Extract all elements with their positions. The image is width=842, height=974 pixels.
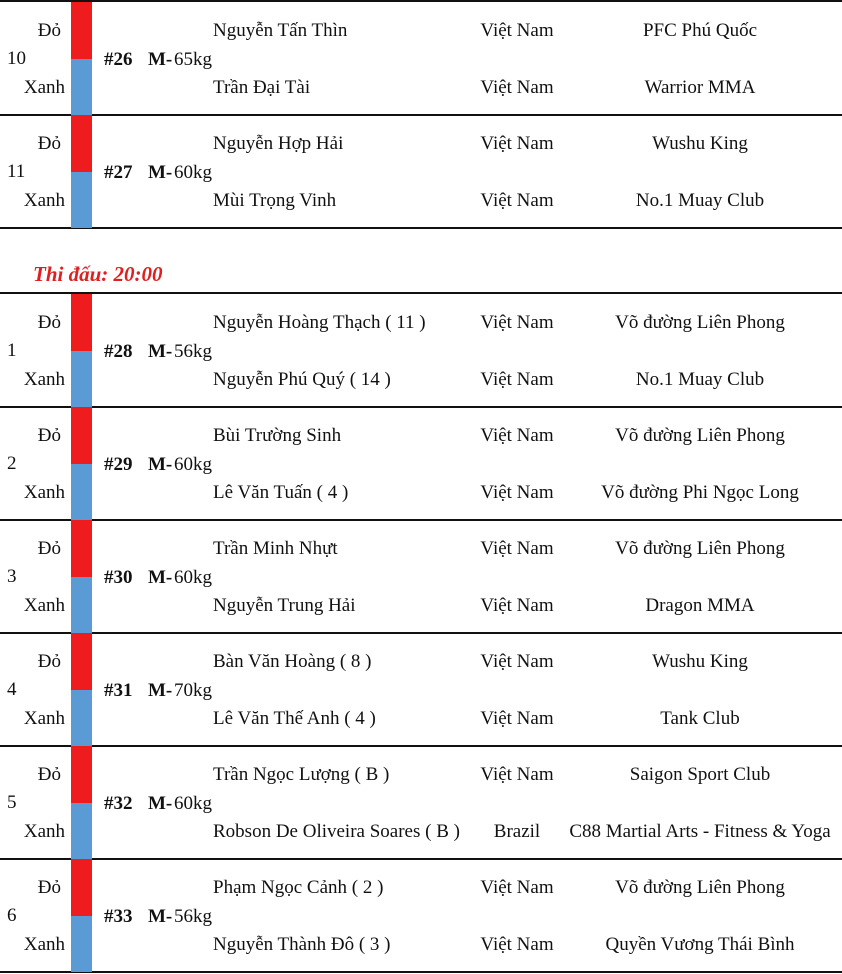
match-row xyxy=(0,115,842,228)
weight-class: 60kg xyxy=(174,793,212,814)
blue-fighter-nation: Việt Nam xyxy=(480,190,554,211)
blue-fighter-club: Tank Club xyxy=(660,708,740,729)
red-fighter-club: Võ đường Liên Phong xyxy=(615,877,785,898)
bout-number: #27 xyxy=(104,162,133,183)
blue-corner-bar xyxy=(71,803,92,859)
gender-division: M- xyxy=(148,793,173,814)
match-row xyxy=(0,746,842,859)
red-fighter-name: Nguyễn Hợp Hải xyxy=(213,133,344,154)
weight-class: 65kg xyxy=(174,49,212,70)
weight-class: 60kg xyxy=(174,454,212,475)
match-row xyxy=(0,859,842,972)
blue-corner-bar xyxy=(71,916,92,972)
red-fighter-club: Võ đường Liên Phong xyxy=(615,425,785,446)
match-order: 6 xyxy=(7,905,17,926)
red-fighter-nation: Việt Nam xyxy=(480,312,554,333)
red-fighter-nation: Việt Nam xyxy=(480,425,554,446)
red-corner-label: Đỏ xyxy=(37,764,61,785)
red-fighter-club: Võ đường Liên Phong xyxy=(615,538,785,559)
red-fighter-nation: Việt Nam xyxy=(480,538,554,559)
blue-fighter-nation: Việt Nam xyxy=(480,369,554,390)
gender-division: M- xyxy=(148,341,173,362)
red-fighter-name: Nguyễn Tấn Thìn xyxy=(213,20,348,41)
blue-corner-bar xyxy=(71,351,92,407)
match-row xyxy=(0,407,842,520)
blue-corner-bar xyxy=(71,690,92,746)
blue-corner-label: Xanh xyxy=(23,708,65,729)
red-fighter-club: Wushu King xyxy=(652,133,748,154)
blue-fighter-nation: Việt Nam xyxy=(480,934,554,955)
blue-fighter-name: Nguyễn Thành Đô ( 3 ) xyxy=(213,934,391,955)
blue-corner-bar xyxy=(71,59,92,115)
match-row xyxy=(0,294,842,407)
red-corner-bar xyxy=(71,859,92,916)
blue-fighter-nation: Việt Nam xyxy=(480,708,554,729)
match-order: 4 xyxy=(7,679,17,700)
red-fighter-nation: Việt Nam xyxy=(480,133,554,154)
red-corner-label: Đỏ xyxy=(37,20,61,41)
red-fighter-name: Nguyễn Hoàng Thạch ( 11 ) xyxy=(213,312,426,333)
bout-number: #33 xyxy=(104,906,133,927)
gender-division: M- xyxy=(148,680,173,701)
red-fighter-nation: Việt Nam xyxy=(480,877,554,898)
red-fighter-name: Bàn Văn Hoàng ( 8 ) xyxy=(213,651,372,672)
gender-division: M- xyxy=(148,567,173,588)
red-corner-label: Đỏ xyxy=(37,133,61,154)
match-order: 2 xyxy=(7,453,17,474)
weight-class: 56kg xyxy=(174,341,212,362)
blue-corner-label: Xanh xyxy=(23,934,65,955)
match-row xyxy=(0,633,842,746)
blue-fighter-club: Võ đường Phi Ngọc Long xyxy=(601,482,799,503)
blue-fighter-name: Nguyễn Phú Quý ( 14 ) xyxy=(213,369,391,390)
blue-fighter-nation: Việt Nam xyxy=(480,595,554,616)
bout-number: #29 xyxy=(104,454,133,475)
red-fighter-nation: Việt Nam xyxy=(480,20,554,41)
blue-fighter-name: Nguyễn Trung Hải xyxy=(213,595,356,616)
blue-fighter-nation: Việt Nam xyxy=(480,77,554,98)
weight-class: 56kg xyxy=(174,906,212,927)
bout-number: #32 xyxy=(104,793,133,814)
blue-fighter-name: Trần Đại Tài xyxy=(213,77,311,98)
gender-division: M- xyxy=(148,49,173,70)
blue-fighter-club: No.1 Muay Club xyxy=(635,369,765,390)
weight-class: 70kg xyxy=(174,680,212,701)
red-fighter-name: Trần Ngọc Lượng ( B ) xyxy=(213,764,390,785)
blue-fighter-club: C88 Martial Arts - Fitness & Yoga xyxy=(569,821,831,842)
gender-division: M- xyxy=(148,906,173,927)
red-fighter-club: Saigon Sport Club xyxy=(629,764,771,785)
blue-fighter-nation: Brazil xyxy=(493,821,541,842)
red-corner-label: Đỏ xyxy=(37,538,61,559)
red-fighter-nation: Việt Nam xyxy=(480,764,554,785)
blue-corner-bar xyxy=(71,577,92,633)
blue-corner-label: Xanh xyxy=(23,77,65,98)
blue-corner-label: Xanh xyxy=(23,369,65,390)
blue-corner-label: Xanh xyxy=(23,595,65,616)
red-fighter-club: Võ đường Liên Phong xyxy=(615,312,785,333)
match-order: 10 xyxy=(7,48,26,69)
weight-class: 60kg xyxy=(174,162,212,183)
match-row xyxy=(0,520,842,633)
red-corner-bar xyxy=(71,115,92,172)
red-fighter-name: Trần Minh Nhựt xyxy=(213,538,338,559)
blue-fighter-club: Dragon MMA xyxy=(645,595,755,616)
blue-corner-bar xyxy=(71,172,92,228)
red-fighter-club: PFC Phú Quốc xyxy=(642,20,758,41)
blue-corner-label: Xanh xyxy=(23,821,65,842)
blue-fighter-name: Robson De Oliveira Soares ( B ) xyxy=(213,821,460,842)
blue-fighter-club: No.1 Muay Club xyxy=(635,190,765,211)
red-fighter-name: Phạm Ngọc Cảnh ( 2 ) xyxy=(213,877,384,898)
blue-corner-bar xyxy=(71,464,92,520)
bout-number: #30 xyxy=(104,567,133,588)
match-order: 3 xyxy=(7,566,17,587)
red-fighter-club: Wushu King xyxy=(652,651,748,672)
red-corner-label: Đỏ xyxy=(37,425,61,446)
bout-number: #28 xyxy=(104,341,133,362)
red-corner-label: Đỏ xyxy=(37,877,61,898)
match-order: 5 xyxy=(7,792,17,813)
red-corner-bar xyxy=(71,633,92,690)
red-fighter-name: Bùi Trường Sinh xyxy=(213,425,342,446)
bout-number: #31 xyxy=(104,680,133,701)
red-corner-bar xyxy=(71,407,92,464)
session-heading: Thi đấu: 20:00 xyxy=(33,262,163,286)
red-corner-bar xyxy=(71,746,92,803)
blue-corner-label: Xanh xyxy=(23,190,65,211)
red-corner-label: Đỏ xyxy=(37,651,61,672)
red-corner-bar xyxy=(71,520,92,577)
red-corner-bar xyxy=(71,2,92,59)
red-fighter-nation: Việt Nam xyxy=(480,651,554,672)
blue-fighter-club: Warrior MMA xyxy=(644,77,756,98)
match-order: 11 xyxy=(7,161,26,182)
gender-division: M- xyxy=(148,454,173,475)
blue-fighter-name: Lê Văn Tuấn ( 4 ) xyxy=(213,482,349,503)
blue-fighter-club: Quyền Vương Thái Bình xyxy=(605,934,795,955)
match-row xyxy=(0,2,842,115)
blue-fighter-name: Mùi Trọng Vinh xyxy=(213,190,337,211)
blue-corner-label: Xanh xyxy=(23,482,65,503)
blue-fighter-nation: Việt Nam xyxy=(480,482,554,503)
red-corner-label: Đỏ xyxy=(37,312,61,333)
red-corner-bar xyxy=(71,294,92,351)
match-order: 1 xyxy=(7,340,17,361)
bout-number: #26 xyxy=(104,49,133,70)
gender-division: M- xyxy=(148,162,173,183)
blue-fighter-name: Lê Văn Thế Anh ( 4 ) xyxy=(213,708,376,729)
weight-class: 60kg xyxy=(174,567,212,588)
